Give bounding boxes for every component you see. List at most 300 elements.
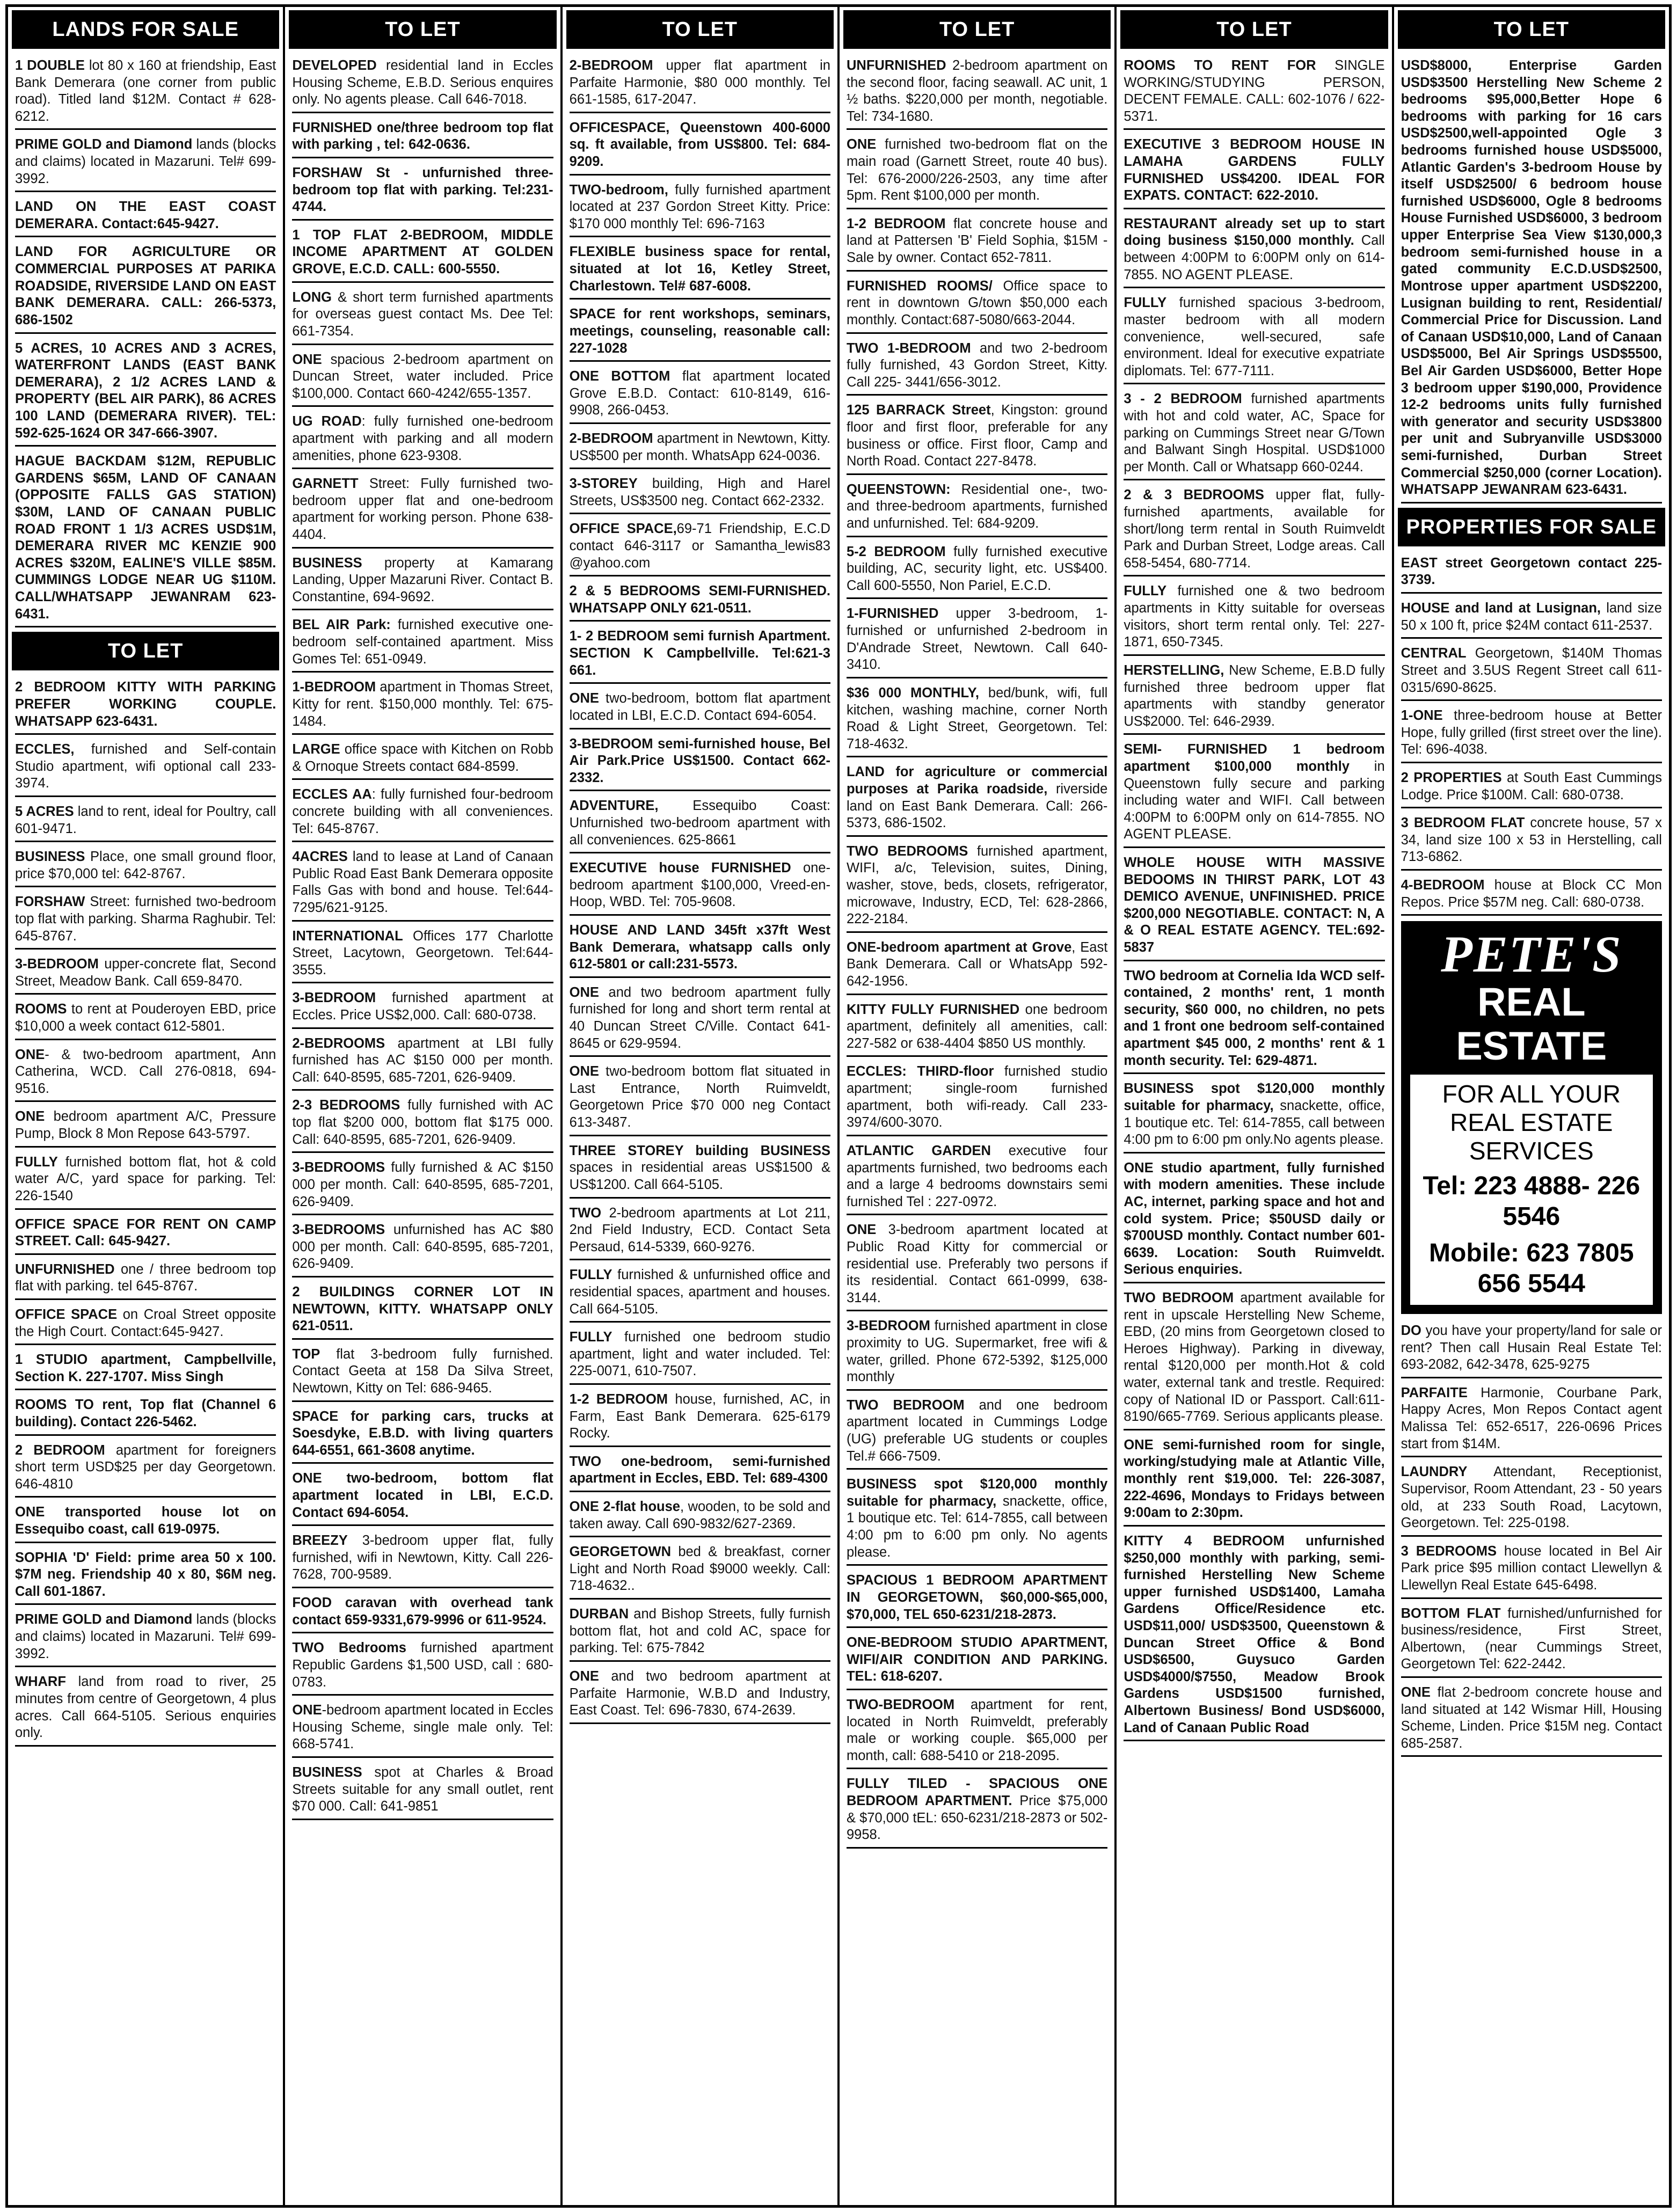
ad-lead: GARNETT (292, 476, 359, 492)
ad-lead: 2 & 3 BEDROOMS (1124, 487, 1264, 503)
classified-ad (1124, 1435, 1384, 1527)
ad-lead: BOTTOM FLAT (1401, 1605, 1501, 1621)
ad-lead: UNFURNISHED (15, 1261, 115, 1277)
classified-ad (1124, 966, 1384, 1075)
ad-text: two-bedroom bottom flat situated in Last Entrance, North Ruimveldt, Georgetown Price $70 000 neg Contact 613-3487. (569, 1064, 830, 1130)
ad-text: flat 3-bedroom fully furnished. Contact Geeta at 158 Da Silva Street, Newtown, Kitty on Tel: 686-9465. (292, 1346, 553, 1396)
ad-text: furnished bottom flat, hot & cold water A/C, yard space for parking. Tel: 226-1540 (15, 1154, 276, 1203)
ad-lead: ONE (1401, 1685, 1431, 1700)
logo-name: PETE'S (1441, 925, 1622, 983)
ad-text: 2 BEDROOM KITTY WITH PARKING PREFER WORKING COUPLE. WHATSAPP 623-6431. (15, 680, 276, 729)
classified-ad (1401, 768, 1662, 808)
classified-ad (292, 1095, 553, 1153)
ad-text: FLEXIBLE business space for rental, situated at lot 16, Ketley Street, Charlestown. Tel# 687-6008. (569, 244, 830, 294)
ad-text: ONE studio apartment, fully furnished with modern amenities. These include AC, internet, parking space and hot and cold system. Price; $50USD daily or $700USD monthly. Contact number 601-6639. Location: South Ruimveldt. Serious enquiries. (1124, 1160, 1385, 1277)
ad-text: ONE semi-furnished room for single, working/studying male at Atlantic Ville, monthly rent $19,000. Tel: 226-3087, 222-4696, Mondays to Fridays between 9:00am to 2:30pm. (1124, 1437, 1385, 1521)
ad-lead: OFFICE SPACE, (569, 521, 677, 537)
ad-text: Essequibo Coast: Unfurnished two-bedroom apartment with all conveniences. 625-8661 (569, 798, 830, 848)
ad-lead: 3-STOREY (569, 476, 638, 492)
classified-ad (570, 1389, 830, 1447)
ad-text: FORSHAW St - unfurnished three-bedroom top flat with parking. Tel:231-4744. (292, 165, 553, 215)
ad-text: TWO bedroom at Cornelia Ida WCD self-contained, 2 months' rent, 1 month security, $60 000, no children, no pets and 1 front one bedroom self-contained apartment $45 000, 2 months' rent & 1 month security. Tel: 629-4871. (1124, 968, 1385, 1068)
ad-text: furnished one & two bedroom apartments in Kitty suitable for overseas visitors, short term rental only. Tel: 227-1871, 650-7345. (1124, 583, 1385, 650)
ad-text: 1- 2 BEDROOM semi furnish Apartment. SECTION K Campbellville. Tel:621-3 661. (569, 629, 830, 678)
ad-text: SPACE for parking cars, trucks at Soesdyke, E.B.D. with living quarters 644-6551, 661-3608 anytime. (292, 1408, 553, 1458)
ad-lead: ROOMS TO RENT FOR (1124, 58, 1316, 73)
ad-text: furnished apartment at Eccles. Price US$2,000. Call: 680-0738. (292, 990, 553, 1023)
classified-ad (1401, 1462, 1662, 1536)
ad-text: furnished one bedroom studio apartment, light and water included. Tel: 225-0071, 610-7507. (569, 1330, 830, 1379)
ad-lead: 2-3 BEDROOMS (292, 1098, 400, 1113)
ad-text: land size 50 x 100 ft, price $24M contact 611-2537. (1401, 601, 1662, 633)
ad-text: residential land in Eccles Housing Scheme, E.B.D. Serious enquires only. No agents please. Call 646-7018. (292, 58, 553, 107)
ad-lead: FORSHAW (15, 894, 85, 910)
section-header: TO LET (12, 632, 279, 670)
ad-lead: ONE BOTTOM (569, 369, 670, 384)
ad-text: furnished & unfurnished office and residential spaces, apartment and houses. Call 664-5105. (569, 1267, 830, 1317)
ad-text: fully furnished & AC $150 000 per month. Call: 640-8595, 685-7201, 626-9409. (292, 1160, 553, 1209)
ad-text: snackette, office, 1 boutique etc. Tel: 614-7855, call between 4:00 pm to 6:00 pm only. No agents please. (846, 1493, 1108, 1560)
classified-ad (570, 519, 830, 576)
logo-tel: Tel: 223 4888- 226 5546 (1423, 1171, 1640, 1231)
ad-lead: 3 BEDROOM FLAT (1401, 815, 1525, 831)
ad-lead: EXECUTIVE house FURNISHED (569, 860, 791, 876)
classified-ad (292, 163, 553, 221)
classified-ad (570, 1451, 830, 1492)
column-6 (1392, 7, 1669, 2205)
ad-text: two-bedroom, bottom flat apartment located in LBI, E.C.D. Contact 694-6054. (569, 691, 830, 723)
ad-lead: INTERNATIONAL (292, 928, 403, 944)
ad-text: upper flat, fully-furnished apartments, available for short/long term rental in South Ruimveldt Park and Durban Street, Lodge areas. Call 658-5454, 680-7714. (1124, 487, 1385, 571)
ad-text: OFFICE SPACE FOR RENT ON CAMP STREET. Call: 645-9427. (15, 1216, 276, 1249)
ad-lead: LAND for agriculture or commercial purposes at Parika roadside, (846, 764, 1108, 797)
ad-text: spacious 2-bedroom apartment on Duncan Street, water included. Price $100,000. Contact 660-4242/655-1357. (292, 352, 553, 401)
ad-lead: HERSTELLING, (1124, 662, 1224, 678)
classified-ad (15, 739, 276, 797)
classified-ad (292, 118, 553, 158)
classified-ad (15, 954, 276, 995)
ad-text: Street: furnished two-bedroom top flat with parking. Sharma Raghubir. Tel: 645-8767. (15, 894, 276, 944)
classified-ad (15, 1440, 276, 1498)
classified-ad (570, 55, 830, 113)
ad-lead: FULLY (569, 1267, 613, 1283)
classified-ad (15, 1349, 276, 1390)
classified-ad (292, 287, 553, 345)
ad-text: bed & breakfast, corner Light and North Road $9000 weekly. Call: 718-4632.. (569, 1544, 830, 1594)
ad-lead: 2-BEDROOMS (292, 1035, 385, 1051)
ad-lead: 1-2 BEDROOM (569, 1392, 668, 1407)
ad-lead: TWO-bedroom, (569, 182, 668, 198)
ad-text: 3-bedroom upper flat, fully furnished, wifi in Newtown, Kitty. Call 226-7628, 700-9589. (292, 1533, 553, 1582)
classified-ad (847, 1141, 1107, 1215)
ad-text: : fully furnished four-bedroom concrete building with all conveniences. Tel: 645-8767. (292, 787, 553, 836)
ad-lead: ECCLES AA (292, 787, 372, 802)
ad-text: lands (blocks and claims) located in Mazaruni. Tel# 699-3992. (15, 1612, 276, 1661)
ad-text: furnished apartments with hot and cold water, AC, Space for parking on Cummings Street near G/Town and Balwant Singh Hospital. USD$1000 per Month. Call or Whatsapp 660-0244. (1124, 391, 1385, 474)
section-header: TO LET (566, 10, 834, 49)
classified-ad (570, 304, 830, 362)
ad-text: lot 80 x 160 at friendship, East Bank Demerara (one corner from public road). Titled land $12M. Contact # 628-6212. (15, 58, 276, 124)
ad-lead: CENTRAL (1401, 646, 1467, 661)
section-header: TO LET (1398, 10, 1665, 49)
ad-lead: ATLANTIC GARDEN (846, 1143, 991, 1158)
ad-lead: FULLY TILED - SPACIOUS ONE BEDROOM APARTMENT. (846, 1776, 1108, 1809)
ad-text: 69-71 Friendship, E.C.D contact 646-3117 or Samantha_lewis83 @yahoo.com (569, 521, 830, 571)
classified-ad (847, 841, 1107, 933)
classified-ad (1124, 134, 1384, 209)
ad-lead: FULLY (569, 1330, 613, 1345)
ad-lead: 2 BEDROOM (15, 1442, 105, 1458)
classified-ad (1124, 660, 1384, 735)
classified-ad (292, 1700, 553, 1758)
ad-lead: TWO BEDROOM (846, 1397, 965, 1413)
ad-lead: PARFAITE (1401, 1385, 1468, 1400)
column-5 (1114, 7, 1391, 2205)
ad-lead: LONG (292, 289, 332, 305)
ad-text: and one bedroom apartment located in Cummings Lodge (UG) preferable UG students or couples Tel.# 666-7509. (846, 1397, 1108, 1464)
ad-lead: RESTAURANT already set up to start doing business $150,000 monthly. (1124, 216, 1385, 249)
ad-lead: 1-ONE (1401, 708, 1443, 724)
ad-lead: DO (1401, 1323, 1421, 1339)
ad-text: flat concrete house and land at Pattersen 'B' Field Sophia, $15M - Sale by owner. Contact 652-7811. (846, 216, 1108, 266)
classified-ad (570, 1061, 830, 1136)
ad-text: furnished executive one-bedroom self-contained apartment. Miss Gomes Tel: 651-0949. (292, 617, 553, 667)
classified-ad (292, 225, 553, 283)
ad-text: apartment in Newtown, Kitty. US$500 per month. WhatsApp 624-0036. (569, 430, 830, 463)
classified-ad (292, 1468, 553, 1526)
classified-ad (847, 1773, 1107, 1848)
ad-lead: 2-BEDROOM (569, 430, 653, 446)
ad-text: and two bedroom apartment fully furnished for long and short term rental at 40 Duncan Street C/Ville. Contact 641-8645 or 629-9594. (569, 984, 830, 1051)
classified-ad (1401, 875, 1662, 916)
classified-ad (15, 451, 276, 627)
ad-text: USD$8000, Enterprise Garden USD$3500 Herstelling New Scheme 2 bedrooms $95,000,Better Hope 6 bedrooms with parking for 16 cars USD$2500,well-appointed Ogle 3 bedrooms furnished house USD$5000, Atlantic Garden's 3-bedroom House by itself USD$2500/ 6 bedroom house furnished USD$6000, Ogle 8 bedrooms House Furnished USD$6000, 3 bedroom upper Enterprise Sea View $130,000,3 bedroom semi-furnished house in a gated community E.C.D.USD$2500, Montrose upper apartment USD$2200, Lusignan building to rent, Residential/ Commercial Price for Discussion. Land of Canaan USD$10,000, Land of Canaan USD$5000, Bel Air Springs USD$5500, Bel Air Garden USD$6000, Better Hope 3 bedroom upper $190,000, Providence 12-2 bedrooms units fully furnished with generator and security USD$3800 per unit and Subryanville USD$3000 semi-furnished, Durban Street Commercial $250,000 (corner Location). WHATSAPP JEWANRAM 623-6431. (1401, 58, 1662, 498)
classified-ad (1124, 485, 1384, 576)
ad-lead: 5-2 BEDROOM (846, 544, 946, 559)
ad-text: upper-concrete flat, Second Street, Meadow Bank. Call 659-8470. (15, 957, 276, 989)
ad-text: ONE-BEDROOM STUDIO APARTMENT, WIFI/AIR CONDITION AND PARKING. TEL: 618-6207. (846, 1635, 1108, 1684)
ad-lead: DEVELOPED (292, 58, 377, 73)
classified-ad (847, 603, 1107, 678)
classified-ad (570, 1265, 830, 1323)
ad-lead: TWO 1-BEDROOM (846, 340, 971, 356)
ad-text: furnished two-bedroom flat on the main road (Garnett Street, route 40 bus). Tel: 676-2000/226-2503, any time after 5pm. Rent $100,000 per month. (846, 137, 1108, 203)
classified-ad (292, 1344, 553, 1402)
ad-lead: TWO-BEDROOM (846, 1697, 955, 1712)
ad-lead: 3-BEDROOMS (292, 1160, 385, 1176)
ad-lead: 3-BEDROOMS (292, 1222, 385, 1238)
ad-lead: ONE (846, 137, 877, 152)
ad-text: 5 ACRES, 10 ACRES AND 3 ACRES, WATERFRONT LANDS (EAST BANK DEMERARA), 2 1/2 ACRES LAND & PROPERTY (BEL AIR PARK), 86 ACRES 100 LAND (DEMERARA RIVER). TEL: 592-625-1624 OR 347-666-3907. (15, 340, 276, 441)
ad-text: & short term furnished apartments for overseas guest contact Ms. Dee Tel: 661-7354. (292, 289, 553, 339)
ad-text: EXECUTIVE 3 BEDROOM HOUSE IN LAMAHA GARDENS FULLY FURNISHED US$4200. IDEAL FOR EXPATS. CONTACT: 622-2010. (1124, 137, 1385, 203)
classified-ad (1401, 55, 1662, 503)
ad-text: SOPHIA 'D' Field: prime area 50 x 100. $7M neg. Friendship 40 x 80, $6M neg. Call 601-1867. (15, 1550, 276, 1599)
classified-ad (292, 1220, 553, 1277)
ad-lead: 3 - 2 BEDROOM (1124, 391, 1242, 407)
ad-text: , wooden, to be sold and taken away. Call 690-9832/627-2369. (569, 1499, 830, 1531)
classified-ad (570, 1496, 830, 1537)
ad-lead: TWO Bedrooms (292, 1640, 406, 1656)
ad-text: riverside land on East Bank Demerara. Call: 266-5373, 686-1502. (846, 781, 1108, 831)
ad-text: Georgetown, $140M Thomas Street and 3.5US Regent Street call 611-0315/690-8625. (1401, 646, 1662, 695)
ad-lead: 1-FURNISHED (846, 606, 939, 622)
classified-ad (1401, 1603, 1662, 1678)
classified-ad (1401, 1682, 1662, 1757)
classified-ad (847, 1061, 1107, 1136)
classified-ad (15, 1671, 276, 1746)
ad-lead: FULLY (1124, 295, 1167, 311)
ad-text: 1 TOP FLAT 2-BEDROOM, MIDDLE INCOME APARTMENT AT GOLDEN GROVE, E.C.D. CALL: 600-5550. (292, 227, 553, 277)
ad-lead: PRIME GOLD and Diamond (15, 137, 193, 152)
logo-mobile: Mobile: 623 7805 656 5544 (1429, 1238, 1634, 1298)
section-header: TO LET (843, 10, 1111, 49)
classified-ad (1124, 581, 1384, 655)
logo-tagline: FOR ALL YOUR REAL ESTATE SERVICES (1442, 1079, 1621, 1165)
classified-ad (847, 1632, 1107, 1690)
ad-text: FURNISHED one/three bedroom top flat with parking , tel: 642-0636. (292, 120, 553, 152)
ad-lead: PRIME GOLD and Diamond (15, 1612, 193, 1627)
classified-ad (15, 1547, 276, 1605)
ad-text: and Bishop Streets, fully furnish bottom flat, hot and cold AC, space for parking. Tel: 675-7842 (569, 1607, 830, 1656)
ad-lead: ONE 2-flat house (569, 1499, 680, 1515)
ad-text: one / three bedroom top flat with parking. tel 645-8767. (15, 1261, 276, 1294)
ad-text: snackette, office, 1 boutique etc. Tel: 614-7855, call between 4:00 pm to 6:00 pm only.No agents please. (1124, 1098, 1385, 1148)
ad-text: 2-bedroom apartment on the second floor, facing seawall. AC unit, 1 ½ baths. $220,000 per month, negotiable. Tel: 734-1680. (846, 58, 1108, 124)
classified-ad (15, 677, 276, 735)
ad-lead: 3-BEDROOM (15, 957, 99, 972)
ad-lead: ONE (569, 691, 599, 706)
ad-lead: ROOMS (15, 1002, 67, 1017)
classified-ad (292, 1762, 553, 1820)
ad-text: furnished/unfurnished for business/residence, First Street, Albertown, (near Cummings Street, Georgetown Tel: 622-2442. (1401, 1605, 1662, 1672)
classified-ad (15, 801, 276, 842)
ad-text: house, furnished, AC, in Farm, East Bank Demerara. 625-6179 Rocky. (569, 1392, 830, 1441)
classified-ad (15, 55, 276, 130)
ad-lead: DURBAN (569, 1607, 629, 1622)
ad-text: OFFICESPACE, Queenstown 400-6000 sq. ft available, from US$800. Tel: 684-9209. (569, 120, 830, 170)
classified-ad (292, 1593, 553, 1633)
classified-ad (570, 1203, 830, 1261)
classified-ad (1401, 705, 1662, 763)
classified-ad (15, 242, 276, 333)
ad-text: LAND ON THE EAST COAST DEMERARA. Contact:645-9427. (15, 199, 276, 231)
classified-ad (292, 739, 553, 780)
classified-ad (1124, 389, 1384, 480)
classified-ad (292, 411, 553, 469)
ad-text: Price $75,000 & $70,000 tEL: 650-6231/218-2873 or 502-9958. (846, 1793, 1108, 1843)
ad-lead: FURNISHED ROOMS/ (846, 278, 993, 294)
ad-text: bed/bunk, wifi, full kitchen, washing machine, corner North Road & Light Street, Georgetown. Tel: 718-4632. (846, 685, 1108, 751)
classified-ad (847, 1395, 1107, 1470)
classified-ad (1401, 1320, 1662, 1378)
ad-text: 2 BUILDINGS CORNER LOT IN NEWTOWN, KITTY. WHATSAPP ONLY 621-0511. (292, 1284, 553, 1334)
ad-text: Harmonie, Courbane Park, Happy Acres, Mon Repos Contact agent Malissa Tel: 652-6517, 226-0696 Prices start from $14M. (1401, 1385, 1662, 1451)
ad-lead: UNFURNISHED (846, 58, 946, 73)
logo-line2: REAL ESTATE (1456, 980, 1607, 1068)
ad-text: Office space to rent in downtown G/town $50,000 each monthly. Contact:687-5080/663-2044. (846, 278, 1108, 327)
ad-text: Place, one small ground floor, price $70,000 tel: 642-8767. (15, 849, 276, 881)
ad-text: property at Kamarang Landing, Upper Mazaruni River. Contact B. Constantine, 694-9692. (292, 555, 553, 604)
classified-ad (847, 1570, 1107, 1628)
ad-text: HOUSE AND LAND 345ft x37ft West Bank Demerara, whatsapp calls only 612-5801 or call:231-5573. (569, 922, 830, 972)
classifieds-page (5, 4, 1672, 2208)
classified-ad (570, 688, 830, 729)
classified-ad (847, 214, 1107, 272)
classified-ad (15, 1259, 276, 1300)
ad-text: house at Block CC Mon Repos. Price $57M neg. Call: 680-0738. (1401, 877, 1662, 910)
classified-ad (15, 1609, 276, 1667)
ad-text: apartment in Thomas Street, Kitty for rent. $150,000 monthly. Tel: 675-1484. (292, 680, 553, 729)
classified-ad (292, 926, 553, 984)
ad-text: LAND FOR AGRICULTURE OR COMMERCIAL PURPOSES AT PARIKA ROADSIDE, RIVERSIDE LAND ON EAST BANK DEMERARA. CALL: 266-5373, 686-1502 (15, 244, 276, 327)
ad-text: fully furnished with AC top flat $200 000, bottom flat $175 000. Call: 640-8595, 685-7201, 626-9409. (292, 1098, 553, 1147)
classified-ad (1124, 1078, 1384, 1153)
column-4 (837, 7, 1114, 2205)
classified-ad (292, 784, 553, 842)
classified-ad (1401, 598, 1662, 639)
classified-ad (570, 473, 830, 514)
classified-ad (292, 988, 553, 1028)
ad-text: Attendant, Receptionist, Supervisor, Room Attendant, 23 - 50 years old, at 233 South Road, Lacytown, Georgetown. Tel: 225-0198. (1401, 1464, 1662, 1531)
ad-text: FOOD caravan with overhead tank contact 659-9331,679-9996 or 611-9524. (292, 1595, 553, 1627)
classified-ad (1401, 1541, 1662, 1599)
ad-text: one bedroom apartment, definitely all amenities, call: 227-582 or 638-4404 $850 US monthly. (846, 1002, 1108, 1051)
ad-text: EAST street Georgetown contact 225-3739. (1401, 555, 1662, 588)
classified-ad (570, 1604, 830, 1662)
classified-ad (570, 118, 830, 176)
ad-lead: BUSINESS (292, 1764, 362, 1780)
classified-ad (292, 846, 553, 921)
ad-text: furnished apartment, WIFI, a/c, Television, suites, Dining, washer, stove, beds, closets, refrigerator, microwave, Industry, ECD, Tel: 628-2866, 222-2184. (846, 843, 1108, 927)
classified-ad (570, 858, 830, 916)
section-header: TO LET (289, 10, 556, 49)
classified-ad (847, 479, 1107, 537)
classified-ad (570, 428, 830, 469)
classified-ad (1124, 1531, 1384, 1741)
ad-text: concrete house, 57 x 34, land size 100 x 53 in Herstelling, call 713-6862. (1401, 815, 1662, 865)
ad-lead: 5 ACRES (15, 804, 74, 819)
ad-lead: FULLY (15, 1154, 58, 1170)
ad-text: land to rent, ideal for Poultry, call 601-9471. (15, 804, 276, 836)
classified-ad (570, 366, 830, 424)
ad-text: unfurnished $250,000 monthly with parking, semi-furnished Herstelling New Scheme upper furnished USD$1400, Lamaha Gardens Office/Residence etc. USD$11,000/ USD$3500, Queenstown & Duncan Street Office & Bond USD$6500, Guysuco Garden USD$4000/$7550, Meadow Brook Gardens USD$1500 furnished, Albertown Business/ Bond USD$6000, Land of Canaan Public Road (1124, 1533, 1385, 1735)
ad-lead: 3-BEDROOM (292, 990, 376, 1006)
classified-ad (292, 1638, 553, 1696)
classified-ad (570, 1327, 830, 1385)
logo-info-box (1409, 1073, 1654, 1306)
ad-text: to rent at Pouderoyen EBD, price $10,000 a week contact 612-5801. (15, 1002, 276, 1034)
ad-lead: GEORGETOWN (569, 1544, 672, 1560)
ad-text: ONE two-bedroom, bottom flat apartment located in LBI, E.C.D. Contact 694-6054. (292, 1471, 553, 1520)
classified-ad (570, 581, 830, 622)
ad-text: building, High and Harel Streets, US$3500 neg. Contact 662-2332. (569, 476, 830, 508)
classified-ad (15, 1045, 276, 1103)
ad-lead: $36 000 MONTHLY, (846, 685, 979, 700)
ad-text: furnished and Self-contain Studio apartment, wifi optional call 233-3974. (15, 742, 276, 791)
ad-text: on Croal Street opposite the High Court. Contact:645-9427. (15, 1306, 276, 1339)
ad-lead: 4ACRES (292, 849, 348, 865)
ad-lead: SEMI- FURNISHED 1 bedroom apartment $100,000 monthly (1124, 742, 1385, 774)
ad-text: 2-bedroom apartments at Lot 211, 2nd Field Industry, ECD. Contact Seta Persaud, 614-5339, 660-9276. (569, 1205, 830, 1254)
ad-lead: FULLY (1124, 583, 1167, 599)
ad-lead: ONE (292, 1703, 322, 1718)
ad-lead: QUEENSTOWN: (846, 481, 951, 497)
classified-ad (292, 1530, 553, 1588)
column-2 (283, 7, 560, 2205)
classified-ad (15, 1502, 276, 1543)
ad-text: land to lease at Land of Canaan Public Road East Bank Demerara opposite Falls Gas with bond and house. Tel:644-7295/621-9125. (292, 849, 553, 915)
classified-ad (15, 1395, 276, 1435)
classified-ad (1124, 1158, 1384, 1283)
classified-ad (847, 999, 1107, 1057)
ad-lead: KITTY FULLY FURNISHED (846, 1002, 1020, 1017)
classified-ad (292, 1157, 553, 1215)
classified-ad (847, 1220, 1107, 1311)
classified-ad (1124, 852, 1384, 961)
classified-ad (570, 920, 830, 978)
ad-lead: BUSINESS (292, 555, 362, 571)
ad-text: bedroom apartment A/C, Pressure Pump, Block 8 Mon Repose 643-5797. (15, 1109, 276, 1142)
ad-lead: UG ROAD (292, 414, 362, 429)
section-header: TO LET (1120, 10, 1388, 49)
ad-text: furnished apartment in close proximity to UG. Supermarket, free wifi & water, grilled. Phone 672-5392, $125,000 monthly (846, 1318, 1108, 1385)
classified-ad (847, 134, 1107, 209)
ad-text: furnished spacious 3-bedroom, master bedroom with all modern convenience, well-secured, safe environment. Ideal for executive expatriate diplomats. Tel: 677-7111. (1124, 295, 1385, 378)
classified-ad (1124, 1288, 1384, 1430)
ad-lead: ONE (569, 1064, 599, 1079)
ad-lead: BUSINESS (15, 849, 85, 865)
ad-lead: ONE (292, 352, 322, 367)
classified-ad (570, 734, 830, 792)
ad-text: apartment for foreigners short term USD$25 per day Georgetown. 646-4810 (15, 1442, 276, 1492)
ad-text: Offices 177 Charlotte Street, Lacytown, Georgetown. Tel:644-3555. (292, 928, 553, 977)
ad-text: and two bedroom apartment at Parfaite Harmonie, W.B.D and Industry, East Coast. Tel: 696-7830, 674-2639. (569, 1668, 830, 1718)
ad-lead: ECCLES, (15, 742, 75, 757)
ad-text: in Queenstown fully secure and parking including water and WIFI. Call between 4:00PM to 6:00PM only on 614-7855. NO AGENT PLEASE. (1124, 758, 1385, 842)
ad-lead: 125 BARRACK Street (846, 403, 991, 418)
classified-ad (15, 846, 276, 887)
ad-lead: BEL AIR Park: (292, 617, 391, 633)
ad-text: ONE transported house lot on Essequibo coast, call 619-0975. (15, 1505, 276, 1537)
ad-text: at South East Cummings Lodge. Price $100M. Call: 680-0738. (1401, 770, 1662, 802)
classified-ad (1124, 293, 1384, 384)
classified-ad (570, 626, 830, 684)
ad-lead: 4-BEDROOM (1401, 877, 1485, 893)
ad-text: spaces in residential areas US$1500 & US$1200. Call 664-5105. (569, 1160, 830, 1192)
ad-lead: ONE (569, 1668, 599, 1684)
ad-text: 3-BEDROOM semi-furnished house, Bel Air Park.Price US$1500. Contact 662-2332. (569, 736, 830, 785)
ad-lead: ONE-bedroom apartment at Grove (846, 939, 1072, 955)
ad-lead: 2 PROPERTIES (1401, 770, 1502, 785)
ad-text: upper flat apartment in Parfaite Harmonie, $80 000 monthly. Tel 661-1585, 617-2047. (569, 58, 830, 107)
classified-ad (292, 615, 553, 673)
classified-ad (15, 1106, 276, 1147)
classified-ad (1124, 55, 1384, 130)
classified-ad (847, 55, 1107, 130)
classified-ad (15, 196, 276, 237)
ad-text: Street: Fully furnished two-bedroom upper flat and one-bedroom apartment for working person. Phone 638-4404. (292, 476, 553, 543)
ad-text: and two 2-bedroom fully furnished, 43 Gordon Street, Kitty. Call 225- 3441/656-3012. (846, 340, 1108, 390)
ad-lead: BREEZY (292, 1533, 348, 1549)
classified-ad (15, 134, 276, 192)
ad-text: 2 & 5 BEDROOMS SEMI-FURNISHED. WHATSAPP ONLY 621-0511. (569, 583, 830, 616)
ad-text: SPACIOUS 1 BEDROOM APARTMENT IN GEORGETOWN, $60,000-$65,000, $70,000, TEL 650-6231/218-2873. (846, 1573, 1108, 1622)
ad-text: HAGUE BACKDAM $12M, REPUBLIC GARDENS $65M, LAND OF CANAAN (OPPOSITE FALLS GAS STATION) $30M, LAND OF CANAAN PUBLIC ROAD FRONT 1 1/3 ACRES USD$1M, DEMERARA RIVER MC KENZIE 900 ACRES $320M, EALINE'S VILLE $85M. CUMMINGS LODGE NEAR UG $110M. CALL/WHATSAPP JEWANRAM 623-6431. (15, 454, 276, 622)
classified-ad (570, 1141, 830, 1199)
classified-ad (847, 400, 1107, 474)
ad-text: SPACE for rent workshops, seminars, meetings, counseling, reasonable call: 227-1028 (569, 306, 830, 356)
